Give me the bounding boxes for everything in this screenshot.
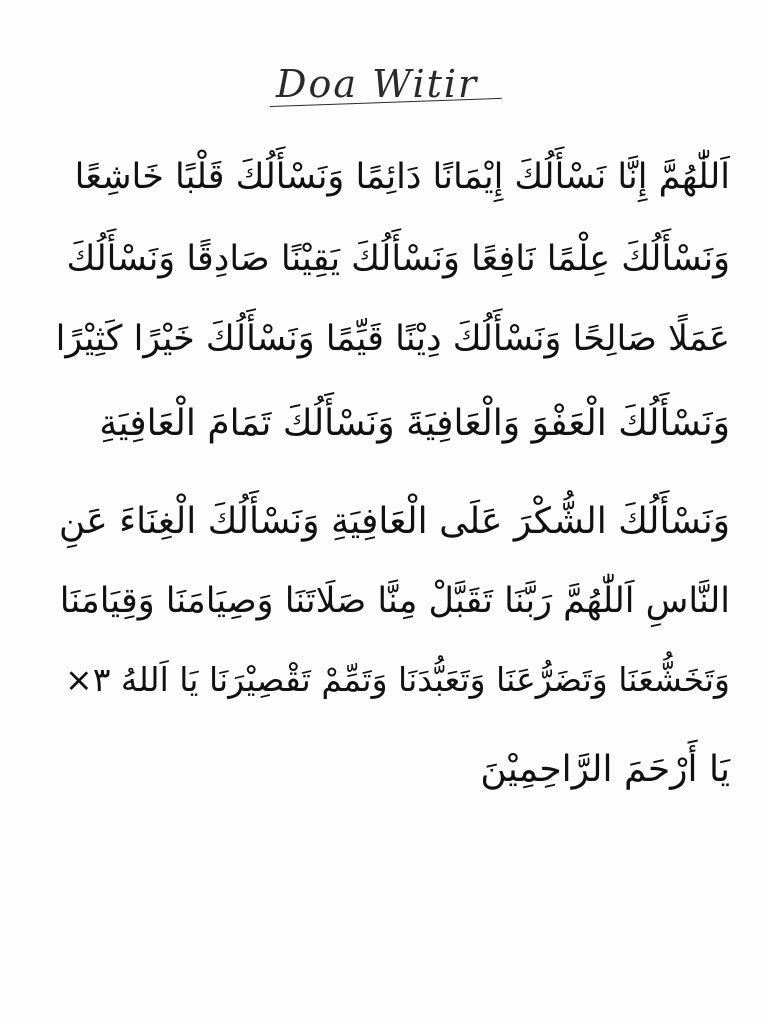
prayer-line-4: وَنَسْأَلُكَ الْعَفْوَ وَالْعَافِيَةَ وَنَسْأَلُكَ تَمَامَ الْعَافِيَةِ	[99, 403, 730, 444]
prayer-line-7: وَتَخَشُّعَنَا وَتَضَرُّعَنَا وَتَعَبُّدَنَا وَتَمِّمْ تَقْصِيْرَنَا يَا اَللهُ ٣×	[65, 660, 730, 699]
prayer-line-1: اَللّٰهُمَّ إِنَّا نَسْأَلُكَ إِيْمَانًا دَائِمًا وَنَسْأَلُكَ قَلْبًا خَاشِعًا	[74, 157, 730, 197]
prayer-line-5: وَنَسْأَلُكَ الشُّكْرَ عَلَى الْعَافِيَةِ وَنَسْأَلُكَ الْغِنَاءَ عَنِ	[58, 501, 730, 542]
prayer-line-2: وَنَسْأَلُكَ عِلْمًا نَافِعًا وَنَسْأَلُكَ يَقِيْنًا صَادِقًا وَنَسْأَلُكَ	[66, 239, 730, 279]
title-text: Doa Witir	[276, 62, 479, 106]
prayer-line-3: عَمَلًا صَالِحًا وَنَسْأَلُكَ دِيْنًا قَيِّمًا وَنَسْأَلُكَ خَيْرًا كَثِيْرًا	[55, 319, 730, 359]
prayer-line-6: النَّاسِ اَللّٰهُمَّ رَبَّنَا تَقَبَّلْ مِنَّا صَلَاتَنَا وَصِيَامَنَا وَقِيَامَنَا	[59, 581, 730, 621]
prayer-text-block	[50, 140, 730, 820]
document-title	[270, 62, 510, 118]
prayer-line-8: يَا أَرْحَمَ الرَّاحِمِيْنَ	[480, 749, 730, 790]
